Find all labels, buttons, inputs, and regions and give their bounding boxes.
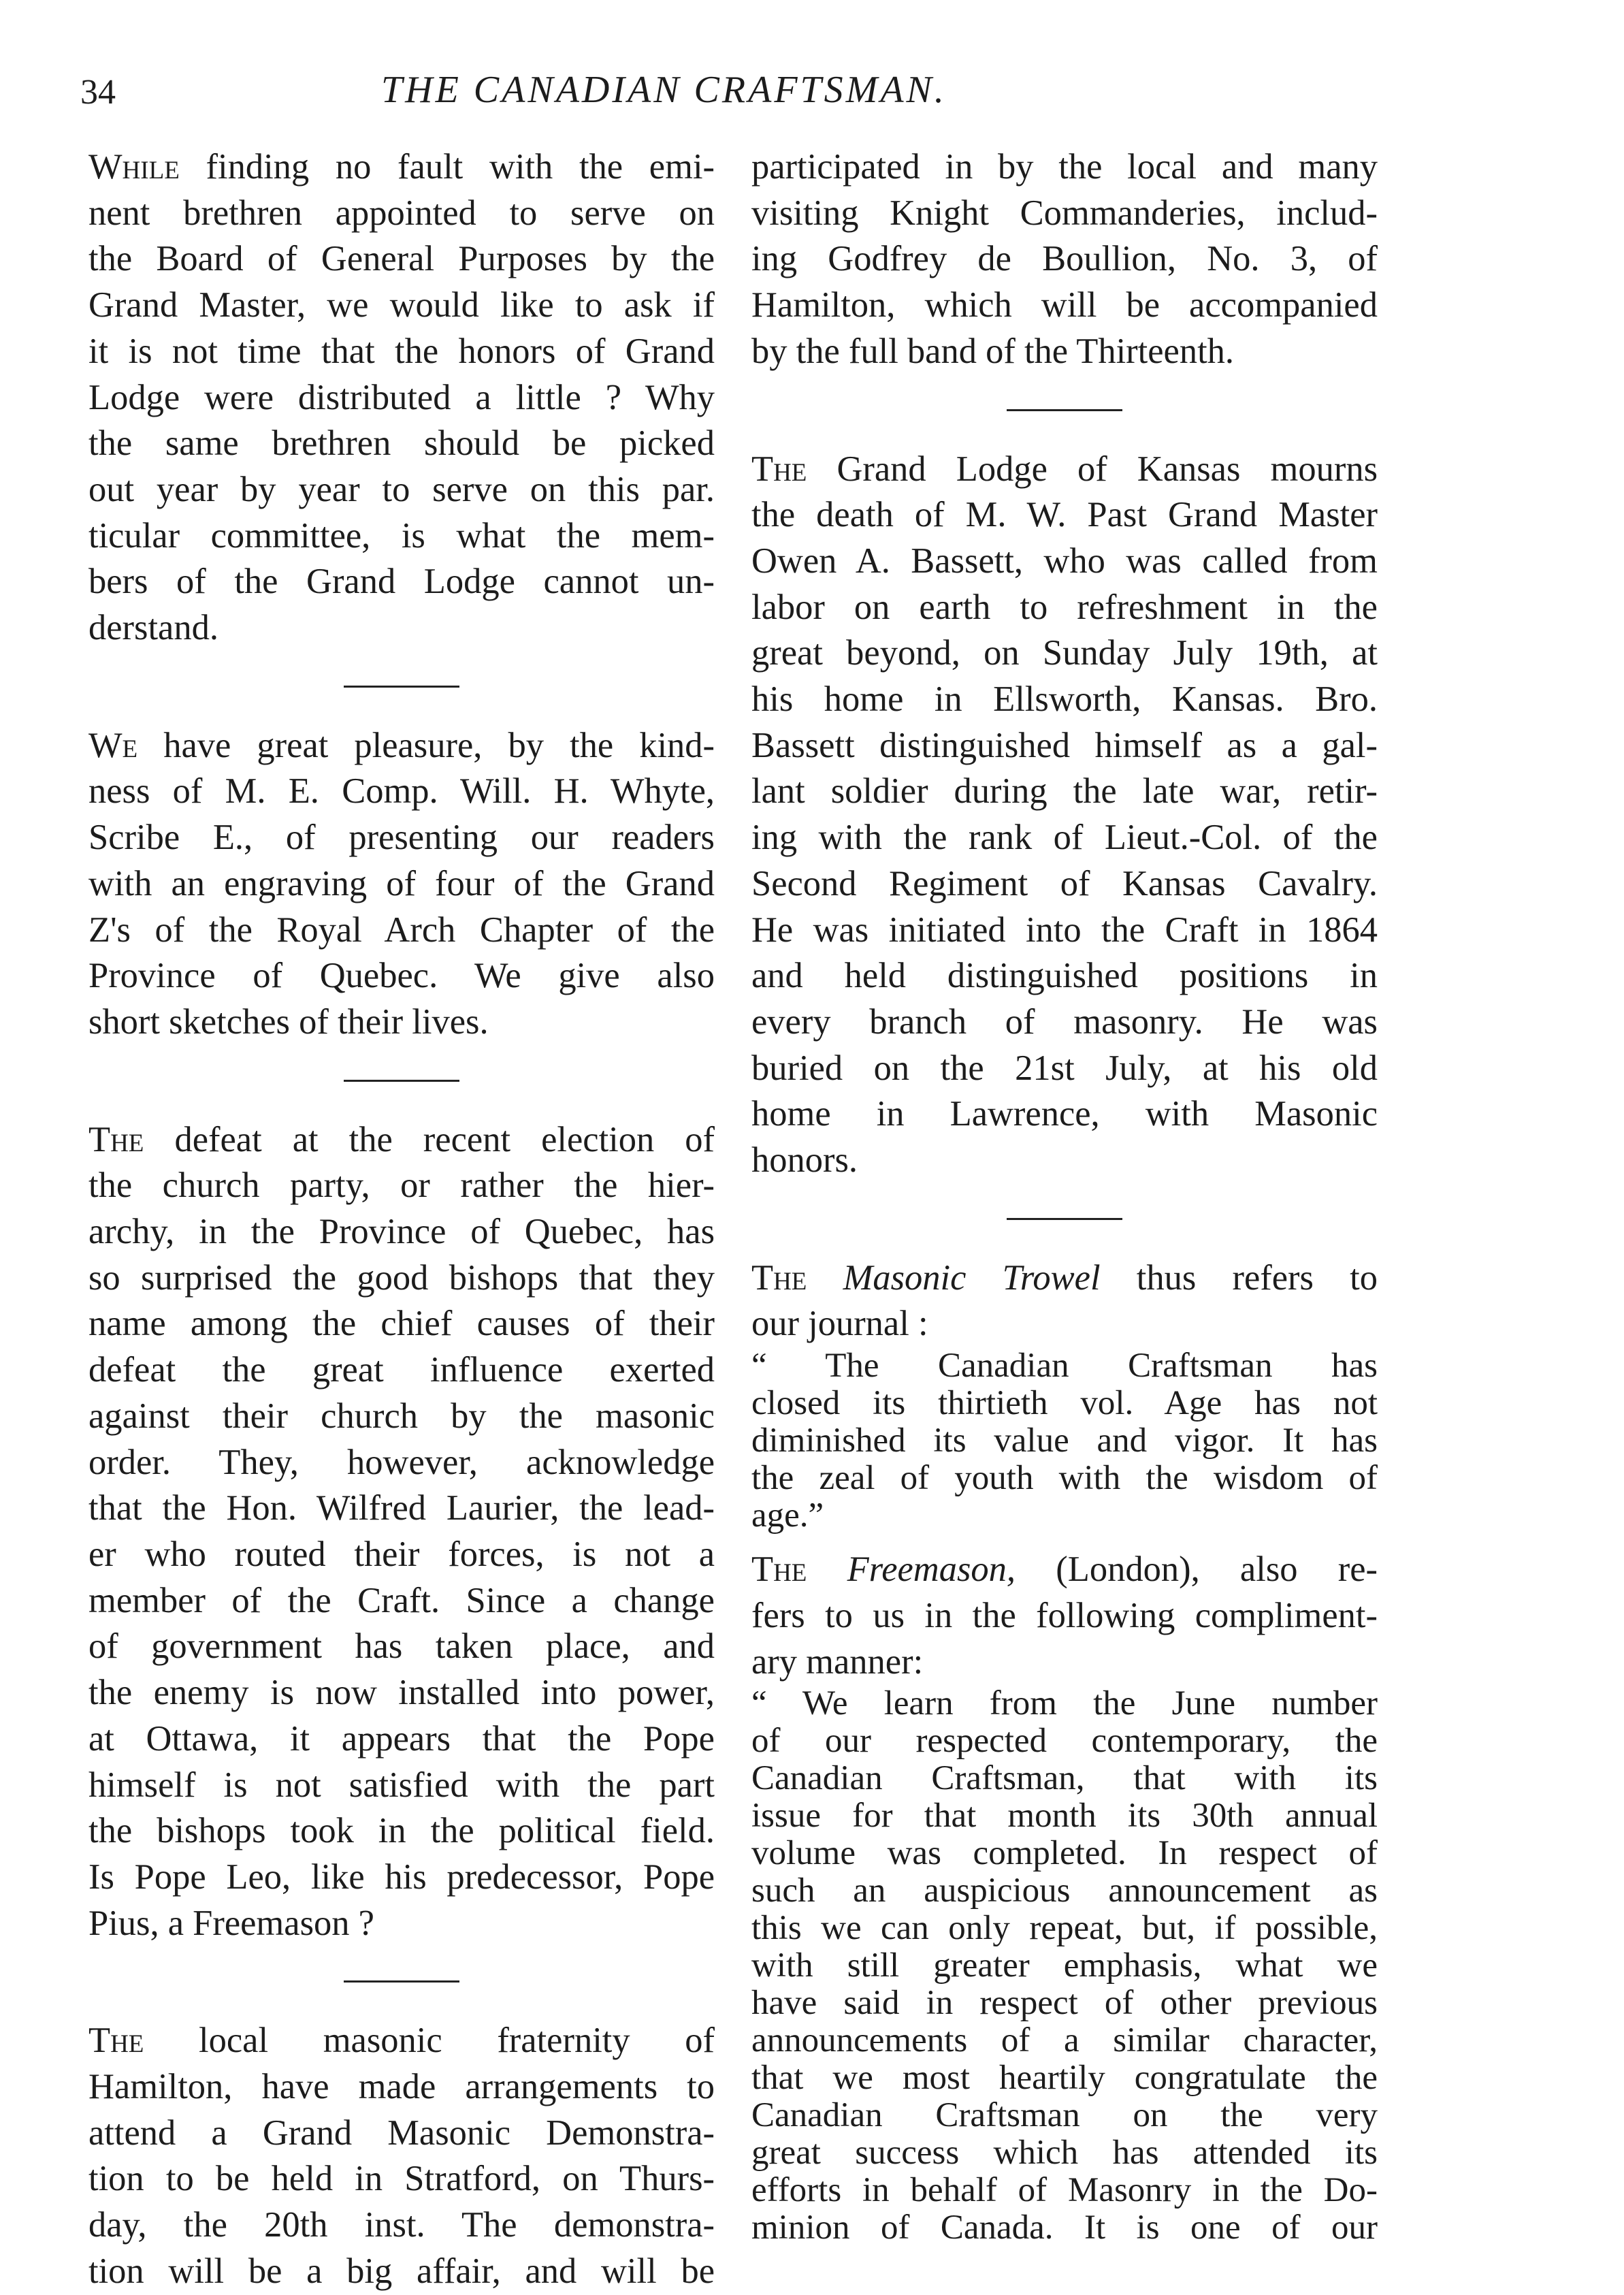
- text-line: the bishops took in the political field.: [88, 1811, 715, 1851]
- text-line: Grand Lodge of Kansas mourns: [837, 449, 1378, 489]
- quote-line: announcements of a similar character,: [751, 2021, 1378, 2060]
- text-line: buried on the 21st July, at his old: [751, 1048, 1378, 1088]
- text-line: thus refers to: [1136, 1257, 1378, 1298]
- text-line: member of the Craft. Since a change: [88, 1580, 715, 1620]
- text-line: Bassett distinguished himself as a gal-: [751, 725, 1378, 765]
- quote-line: great success which has attended its: [751, 2134, 1378, 2172]
- publication-title: Masonic Trowel: [843, 1257, 1101, 1298]
- lead-word: The: [88, 2021, 144, 2061]
- quote-line: closed its thirtieth vol. Age has not: [751, 1384, 1378, 1423]
- text-line: labor on earth to refreshment in the: [751, 587, 1378, 627]
- running-head-title: THE CANADIAN CRAFTSMAN.: [381, 69, 947, 111]
- lead-word: The: [751, 1550, 807, 1590]
- publication-title: Freemason,: [847, 1550, 1016, 1590]
- section-divider: [344, 1080, 459, 1082]
- text-line: Is Pope Leo, like his predecessor, Pope: [88, 1857, 715, 1897]
- text-line: ticular committee, is what the mem-: [88, 515, 715, 556]
- lead-word: The: [751, 449, 807, 489]
- quote-line: diminished its value and vigor. It has: [751, 1422, 1378, 1460]
- text-line: the enemy is now installed into power,: [88, 1673, 715, 1713]
- text-line: day, the 20th inst. The demonstra-: [88, 2205, 715, 2245]
- text-line: defeat at the recent election of: [174, 1119, 715, 1159]
- text-line: defeat the great influence exerted: [88, 1350, 715, 1390]
- text-line: He was initiated into the Craft in 1864: [751, 910, 1378, 950]
- text-line: himself is not satisfied with the part: [88, 1765, 715, 1805]
- quote-line: “ We learn from the June number: [751, 1684, 1378, 1723]
- text-line: that the Hon. Wilfred Laurier, the lead-: [88, 1488, 715, 1528]
- text-line: have great pleasure, by the kind-: [163, 725, 715, 765]
- text-line: against their church by the masonic: [88, 1396, 715, 1436]
- text-line: Hamilton, have made arrangements to: [88, 2067, 715, 2107]
- text-line: short sketches of their lives.: [88, 1001, 489, 1042]
- left-column: [88, 144, 715, 2295]
- text-line: of government has taken place, and: [88, 1626, 715, 1667]
- text-line: ness of M. E. Comp. Will. H. Whyte,: [88, 771, 715, 812]
- text-line: home in Lawrence, with Masonic: [751, 1094, 1378, 1134]
- text-line: tion will be a big affair, and will be: [88, 2251, 715, 2291]
- text-line: derstand.: [88, 608, 218, 648]
- quote-line: volume was completed. In respect of: [751, 1834, 1378, 1873]
- text-line: the church party, or rather the hier-: [88, 1166, 715, 1206]
- text-line: participated in by the local and many: [751, 147, 1378, 187]
- text-line: er who routed their forces, is not a: [88, 1534, 715, 1574]
- text-line: so surprised the good bishops that they: [88, 1257, 715, 1298]
- text-line: at Ottawa, it appears that the Pope: [88, 1718, 715, 1759]
- text-line: Second Regiment of Kansas Cavalry.: [751, 863, 1378, 903]
- paragraph-royal-arch-engraving: [88, 723, 715, 1046]
- text-line: his home in Ellsworth, Kansas. Bro.: [751, 679, 1378, 720]
- text-line: our journal :: [751, 1304, 928, 1344]
- text-line: Pius, a Freemason ?: [88, 1903, 374, 1943]
- text-line: out year by year to serve on this par.: [88, 469, 715, 509]
- quote-line: efforts in behalf of Masonry in the Do-: [751, 2171, 1378, 2210]
- text-line: Grand Master, we would like to ask if: [88, 285, 715, 325]
- text-line: the Board of General Purposes by the: [88, 239, 715, 279]
- text-line: Lodge were distributed a little ? Why: [88, 377, 715, 417]
- quote-line: of our respected contemporary, the: [751, 1722, 1378, 1761]
- page-number: 34: [80, 73, 116, 112]
- text-line: great beyond, on Sunday July 19th, at: [751, 633, 1378, 673]
- quote-line: that we most heartily congratulate the: [751, 2059, 1378, 2098]
- text-line: fers to us in the following compliment-: [751, 1595, 1378, 1635]
- lead-word: While: [88, 147, 180, 187]
- text-line: ary manner:: [751, 1641, 924, 1682]
- quote-line: such an auspicious announcement as: [751, 1872, 1378, 1910]
- text-line: it is not time that the honors of Grand: [88, 331, 715, 371]
- text-line: archy, in the Province of Quebec, has: [88, 1212, 715, 1252]
- quote-line: “ The Canadian Craftsman has: [751, 1347, 1378, 1385]
- quote-line: minion of Canada. It is one of our: [751, 2209, 1378, 2247]
- text-line: lant soldier during the late war, retir-: [751, 771, 1378, 812]
- text-line: honors.: [751, 1140, 858, 1181]
- text-line: nent brethren appointed to serve on: [88, 193, 715, 233]
- quote-line: with still greater emphasis, what we: [751, 1946, 1378, 1985]
- paragraph-kansas-obituary: [751, 447, 1378, 1184]
- text-line: Hamilton, which will be accompanied: [751, 285, 1378, 325]
- right-column: [751, 144, 1378, 2247]
- section-divider: [344, 686, 459, 688]
- text-line: visiting Knight Commanderies, includ-: [751, 193, 1378, 233]
- text-line: Z's of the Royal Arch Chapter of the: [88, 910, 715, 950]
- text-line: local masonic fraternity of: [199, 2021, 715, 2061]
- text-line: order. They, however, acknowledge: [88, 1442, 715, 1482]
- text-line: tion to be held in Stratford, on Thurs-: [88, 2159, 715, 2199]
- section-divider: [1007, 1218, 1122, 1220]
- text-line: attend a Grand Masonic Demonstra-: [88, 2113, 715, 2153]
- text-line: Province of Quebec. We give also: [88, 956, 715, 996]
- text-line: Scribe E., of presenting our readers: [88, 818, 715, 858]
- quote-line: Canadian Craftsman, that with its: [751, 1759, 1378, 1798]
- paragraph-quebec-election: [88, 1117, 715, 1947]
- paragraph-masonic-trowel: [751, 1255, 1378, 1347]
- text-line: every branch of masonry. He was: [751, 1001, 1378, 1042]
- paragraph-demonstration-continued: [751, 144, 1378, 375]
- quotation-freemason: [751, 1685, 1378, 2247]
- quote-line: age.”: [751, 1496, 824, 1535]
- text-line: bers of the Grand Lodge cannot un-: [88, 562, 715, 602]
- text-line: by the full band of the Thirteenth.: [751, 331, 1235, 371]
- text-line: (London), also re-: [1056, 1550, 1378, 1590]
- quote-line: Canadian Craftsman on the very: [751, 2096, 1378, 2135]
- quote-line: have said in respect of other previous: [751, 1984, 1378, 2023]
- paragraph-hamilton-demonstration: [88, 2018, 715, 2294]
- lead-word: The: [751, 1257, 807, 1298]
- lead-word: The: [88, 1119, 144, 1159]
- quotation-trowel: [751, 1347, 1378, 1535]
- paragraph-freemason-london: [751, 1547, 1378, 1685]
- quote-line: this we can only repeat, but, if possible,: [751, 1909, 1378, 1948]
- section-divider: [1007, 409, 1122, 411]
- quote-line: the zeal of youth with the wisdom of: [751, 1459, 1378, 1498]
- quote-line: issue for that month its 30th annual: [751, 1797, 1378, 1835]
- text-line: ing with the rank of Lieut.-Col. of the: [751, 818, 1378, 858]
- lead-word: We: [88, 725, 138, 765]
- text-line: the same brethren should be picked: [88, 423, 715, 464]
- text-line: with an engraving of four of the Grand: [88, 863, 715, 903]
- text-line: and held distinguished positions in: [751, 956, 1378, 996]
- text-line: finding no fault with the emi-: [206, 147, 715, 187]
- text-line: name among the chief causes of their: [88, 1304, 715, 1344]
- text-line: the death of M. W. Past Grand Master: [751, 495, 1378, 535]
- section-divider: [344, 1980, 459, 1983]
- paragraph-board-of-general-purposes: [88, 144, 715, 652]
- text-line: ing Godfrey de Boullion, No. 3, of: [751, 239, 1378, 279]
- text-line: Owen A. Bassett, who was called from: [751, 541, 1378, 581]
